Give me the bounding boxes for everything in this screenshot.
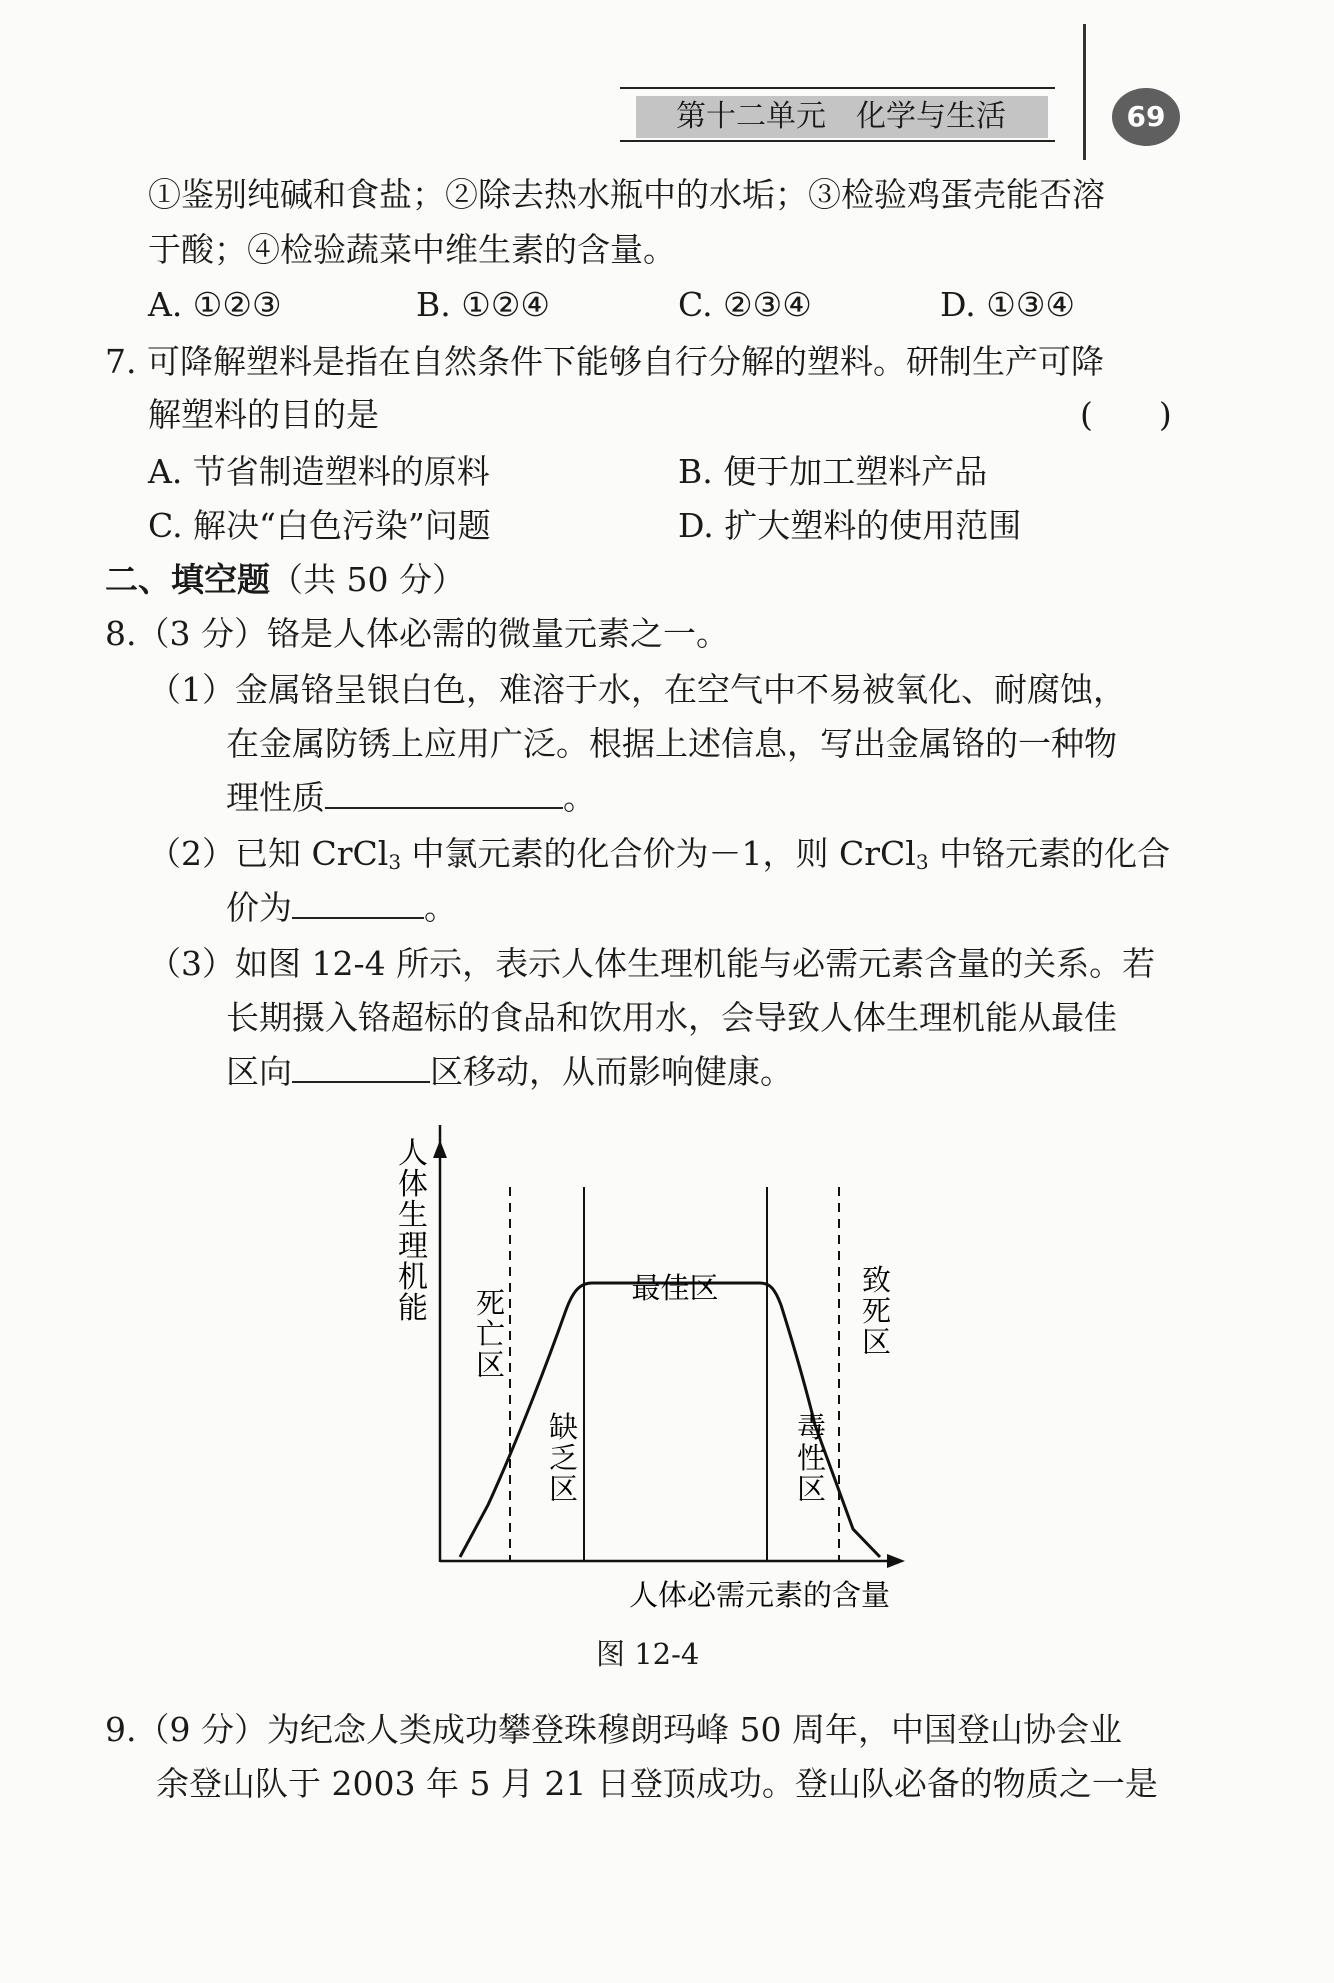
q8-stem: 8.（3 分）铬是人体必需的微量元素之一。	[105, 614, 729, 653]
q6-line2: 于酸；④检验蔬菜中维生素的含量。	[148, 230, 676, 269]
ztoxic-char: 性	[797, 1441, 827, 1475]
q8-p3-line3a: 区向	[226, 1052, 292, 1091]
zone-lethal-label	[862, 1263, 891, 1359]
zlethal-char: 区	[862, 1325, 892, 1359]
q8-p3-line2: 长期摄入铬超标的食品和饮用水，会导致人体生理机能从最佳	[226, 998, 1117, 1037]
q8-p3-line3	[226, 1052, 793, 1092]
q7-line1: 7. 可降解塑料是指在自然条件下能够自行分解的塑料。研制生产可降	[105, 342, 1104, 381]
zdeath-char: 死	[476, 1286, 506, 1320]
zdeath-char: 区	[476, 1348, 506, 1382]
q8-p3-answer-blank[interactable]	[292, 1053, 430, 1083]
q6-option-c: C. ②③④	[678, 285, 812, 324]
q9-line1: 9.（9 分）为纪念人类成功攀登珠穆朗玛峰 50 周年，中国登山协会业	[105, 1710, 1122, 1749]
q8-p2-answer-blank[interactable]	[292, 889, 424, 919]
q9-line2: 余登山队于 2003 年 5 月 21 日登顶成功。登山队必备的物质之一是	[156, 1764, 1158, 1803]
q8-p2-sub2: 3	[915, 850, 929, 874]
unit-title: 第十二单元 化学与生活	[676, 99, 1006, 134]
page-number: 69	[1112, 88, 1180, 146]
zlack-char: 区	[549, 1472, 579, 1506]
q8-p1-line2: 在金属防锈上应用广泛。根据上述信息，写出金属铬的一种物	[226, 724, 1117, 763]
ylab-char: 生	[398, 1198, 428, 1233]
q8-p2-end: 。	[424, 888, 457, 927]
q7-line2: 解塑料的目的是	[148, 395, 379, 434]
section-title: 二、填空题	[105, 560, 270, 599]
q7-option-b: B. 便于加工塑料产品	[678, 452, 988, 491]
zone-toxic-label	[797, 1410, 826, 1506]
q7-option-d: D. 扩大塑料的使用范围	[678, 506, 1022, 545]
header-rule-bottom	[620, 140, 1055, 142]
figure-caption: 图 12-4	[596, 1637, 700, 1671]
q7-option-c: C. 解决“白色污染”问题	[148, 506, 491, 545]
q8-p2-a: （2）已知 CrCl	[148, 834, 389, 873]
ztoxic-char: 毒	[797, 1410, 827, 1444]
y-axis-label	[398, 1136, 428, 1326]
q6-line1: ①鉴别纯碱和食盐；②除去热水瓶中的水垢；③检验鸡蛋壳能否溶	[148, 175, 1105, 214]
q8-p2-c: 中铬元素的化合	[928, 834, 1171, 873]
x-axis-label: 人体必需元素的含量	[628, 1578, 890, 1612]
ylab-char: 机	[398, 1260, 428, 1295]
zlethal-char: 致	[862, 1263, 892, 1297]
zdeath-char: 亡	[476, 1317, 506, 1351]
q8-p2-line1	[148, 834, 1170, 882]
figure-12-4	[360, 1125, 920, 1615]
q8-p2-sub1: 3	[388, 850, 402, 874]
zlethal-char: 死	[862, 1294, 892, 1328]
ylab-char: 能	[398, 1291, 428, 1326]
section-heading	[105, 560, 465, 600]
q8-p1-line3-text: 理性质	[226, 778, 325, 817]
q8-p1-end: 。	[563, 778, 596, 817]
q8-p2-b: 中氯元素的化合价为－1，则 CrCl	[401, 834, 916, 873]
y-axis-arrow	[433, 1140, 447, 1158]
q8-p3-line1: （3）如图 12-4 所示，表示人体生理机能与必需元素含量的关系。若	[148, 944, 1156, 983]
zlack-char: 乏	[549, 1441, 579, 1475]
q6-option-b: B. ①②④	[416, 285, 550, 324]
ylab-char: 体	[398, 1167, 428, 1202]
q7-answer-paren: ( )	[1080, 395, 1172, 434]
q7-option-a: A. 节省制造塑料的原料	[148, 452, 490, 491]
q8-p1-line3	[226, 778, 596, 818]
q8-p3-line3b: 区移动，从而影响健康。	[430, 1052, 793, 1091]
ylab-char: 人	[398, 1136, 428, 1171]
q8-p2-line2-text: 价为	[226, 888, 292, 927]
zone-lack-label	[549, 1410, 578, 1506]
ztoxic-char: 区	[797, 1472, 827, 1506]
q8-p1-answer-blank[interactable]	[325, 779, 563, 809]
header-divider	[1083, 24, 1086, 160]
x-axis-arrow	[887, 1554, 905, 1568]
q8-p1-line1: （1）金属铬呈银白色，难溶于水，在空气中不易被氧化、耐腐蚀，	[148, 670, 1126, 709]
ylab-char: 理	[398, 1229, 428, 1264]
zone-death-label	[476, 1286, 505, 1382]
q6-option-d: D. ①③④	[940, 285, 1076, 324]
q8-p2-line2	[226, 888, 457, 928]
zone-best-label: 最佳区	[631, 1271, 719, 1305]
header-rule-top	[620, 87, 1055, 89]
q6-option-a: A. ①②③	[148, 285, 282, 324]
section-points: （共 50 分）	[270, 560, 465, 599]
zlack-char: 缺	[549, 1410, 579, 1444]
